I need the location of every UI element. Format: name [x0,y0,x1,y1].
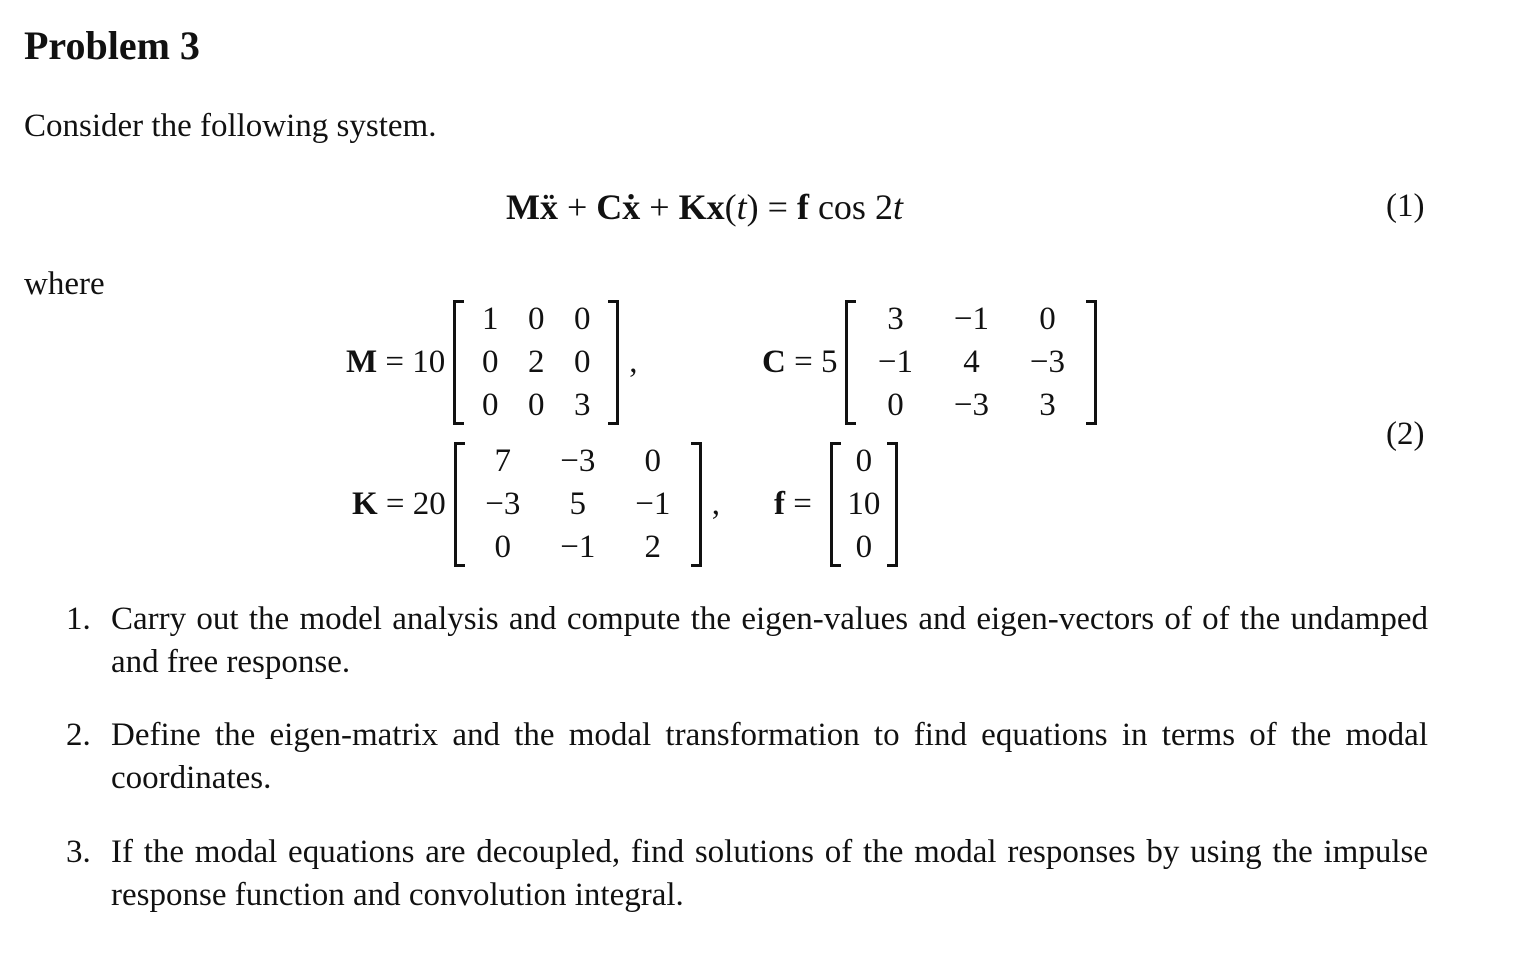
eq-plus-2: + [640,187,679,227]
matrix-cell: 0 [644,443,662,479]
question-1 [66,598,1428,684]
matrix-C-symbol: C [762,344,786,380]
matrix-cell: 3 [574,387,591,423]
matrix-C-label [762,344,837,381]
eq-M: M [506,187,540,227]
vector-f-symbol: f [774,486,785,522]
equation-2-number: (2) [1386,416,1425,452]
eq-t: t [736,187,747,227]
equation-1 [506,186,903,228]
matrix-M-label [346,344,445,381]
where-text: where [24,266,105,302]
question-text: If the modal equations are decoupled, find solutions of the modal responses by using the impulse response function and convolution integral. [111,834,1428,913]
matrix-cell: 0 [887,387,904,423]
eq-equals: = [758,187,797,227]
matrix-K-comma: , [711,486,721,522]
matrix-cell: −1 [560,529,596,565]
matrix-K-block [352,440,720,569]
matrix-C-block [762,298,1097,427]
matrix-cell: 0 [528,387,545,423]
vector-f-block [774,440,898,569]
matrix-cell: 1 [482,301,499,337]
question-number: 3. [66,834,91,870]
eq-C: C [596,187,623,227]
eq-arg-open: ( [724,187,737,227]
eq-arg-close: ) [746,187,759,227]
eq-x: x [706,187,725,227]
vector-f-label [774,486,812,523]
matrix-cell: −3 [1029,344,1066,380]
matrix-cell: 0 [574,301,591,337]
matrix-cell: 0 [528,301,545,337]
matrix-cell: −3 [560,443,596,479]
matrix-cell: 10 [847,486,881,522]
question-text: Carry out the model analysis and compute the eigen-values and eigen-vectors of of the undamped and free response. [111,601,1428,680]
question-number: 2. [66,717,91,753]
matrix-M-block [346,298,638,427]
matrix-cell: 4 [963,344,980,380]
eq-plus-1: + [557,187,597,227]
eq-cos: cos 2 [808,187,893,227]
matrix-cell: −3 [485,486,521,522]
matrix-M [453,298,619,427]
matrix-C-prefix: = 5 [785,344,838,380]
matrix-cell: 0 [855,443,873,479]
matrix-K-prefix: = 20 [377,486,446,522]
problem-title: Problem 3 [24,23,200,68]
matrix-cell: 5 [569,486,587,522]
matrix-M-symbol: M [346,344,378,380]
matrix-cell: 3 [1039,387,1056,423]
matrix-K [454,440,702,569]
question-2 [66,714,1428,800]
eq-t2: t [892,187,903,227]
matrix-K-label [352,486,446,523]
matrix-M-comma: , [629,344,638,380]
matrix-cell: 0 [494,529,512,565]
matrix-cell: −1 [635,486,671,522]
vector-f-prefix: = [785,486,812,522]
equation-1-number: (1) [1386,188,1425,224]
matrix-cell: 2 [528,344,545,380]
matrix-cell: 0 [574,344,591,380]
eq-xdd: ẍ [539,187,558,227]
matrix-cell: −1 [877,344,914,380]
matrix-cell: 0 [1039,301,1056,337]
matrix-cell: 0 [482,344,499,380]
eq-xd: ẋ [622,187,641,227]
matrix-K-symbol: K [352,486,378,522]
matrix-cell: −3 [953,387,990,423]
question-3 [66,831,1428,917]
matrix-cell: −1 [953,301,990,337]
eq-K: K [678,187,707,227]
matrix-C [845,298,1097,427]
matrix-M-prefix: = 10 [377,344,446,380]
question-text: Define the eigen-matrix and the modal transformation to find equations in terms of the modal coordinates. [111,717,1428,796]
matrix-cell: 3 [887,301,904,337]
eq-f: f [796,187,809,227]
matrix-cell: 2 [644,529,662,565]
matrix-cell: 7 [494,443,512,479]
matrix-cell: 0 [482,387,499,423]
question-number: 1. [66,601,91,637]
matrix-cell: 0 [855,529,873,565]
vector-f [830,440,898,569]
intro-text: Consider the following system. [24,108,437,144]
